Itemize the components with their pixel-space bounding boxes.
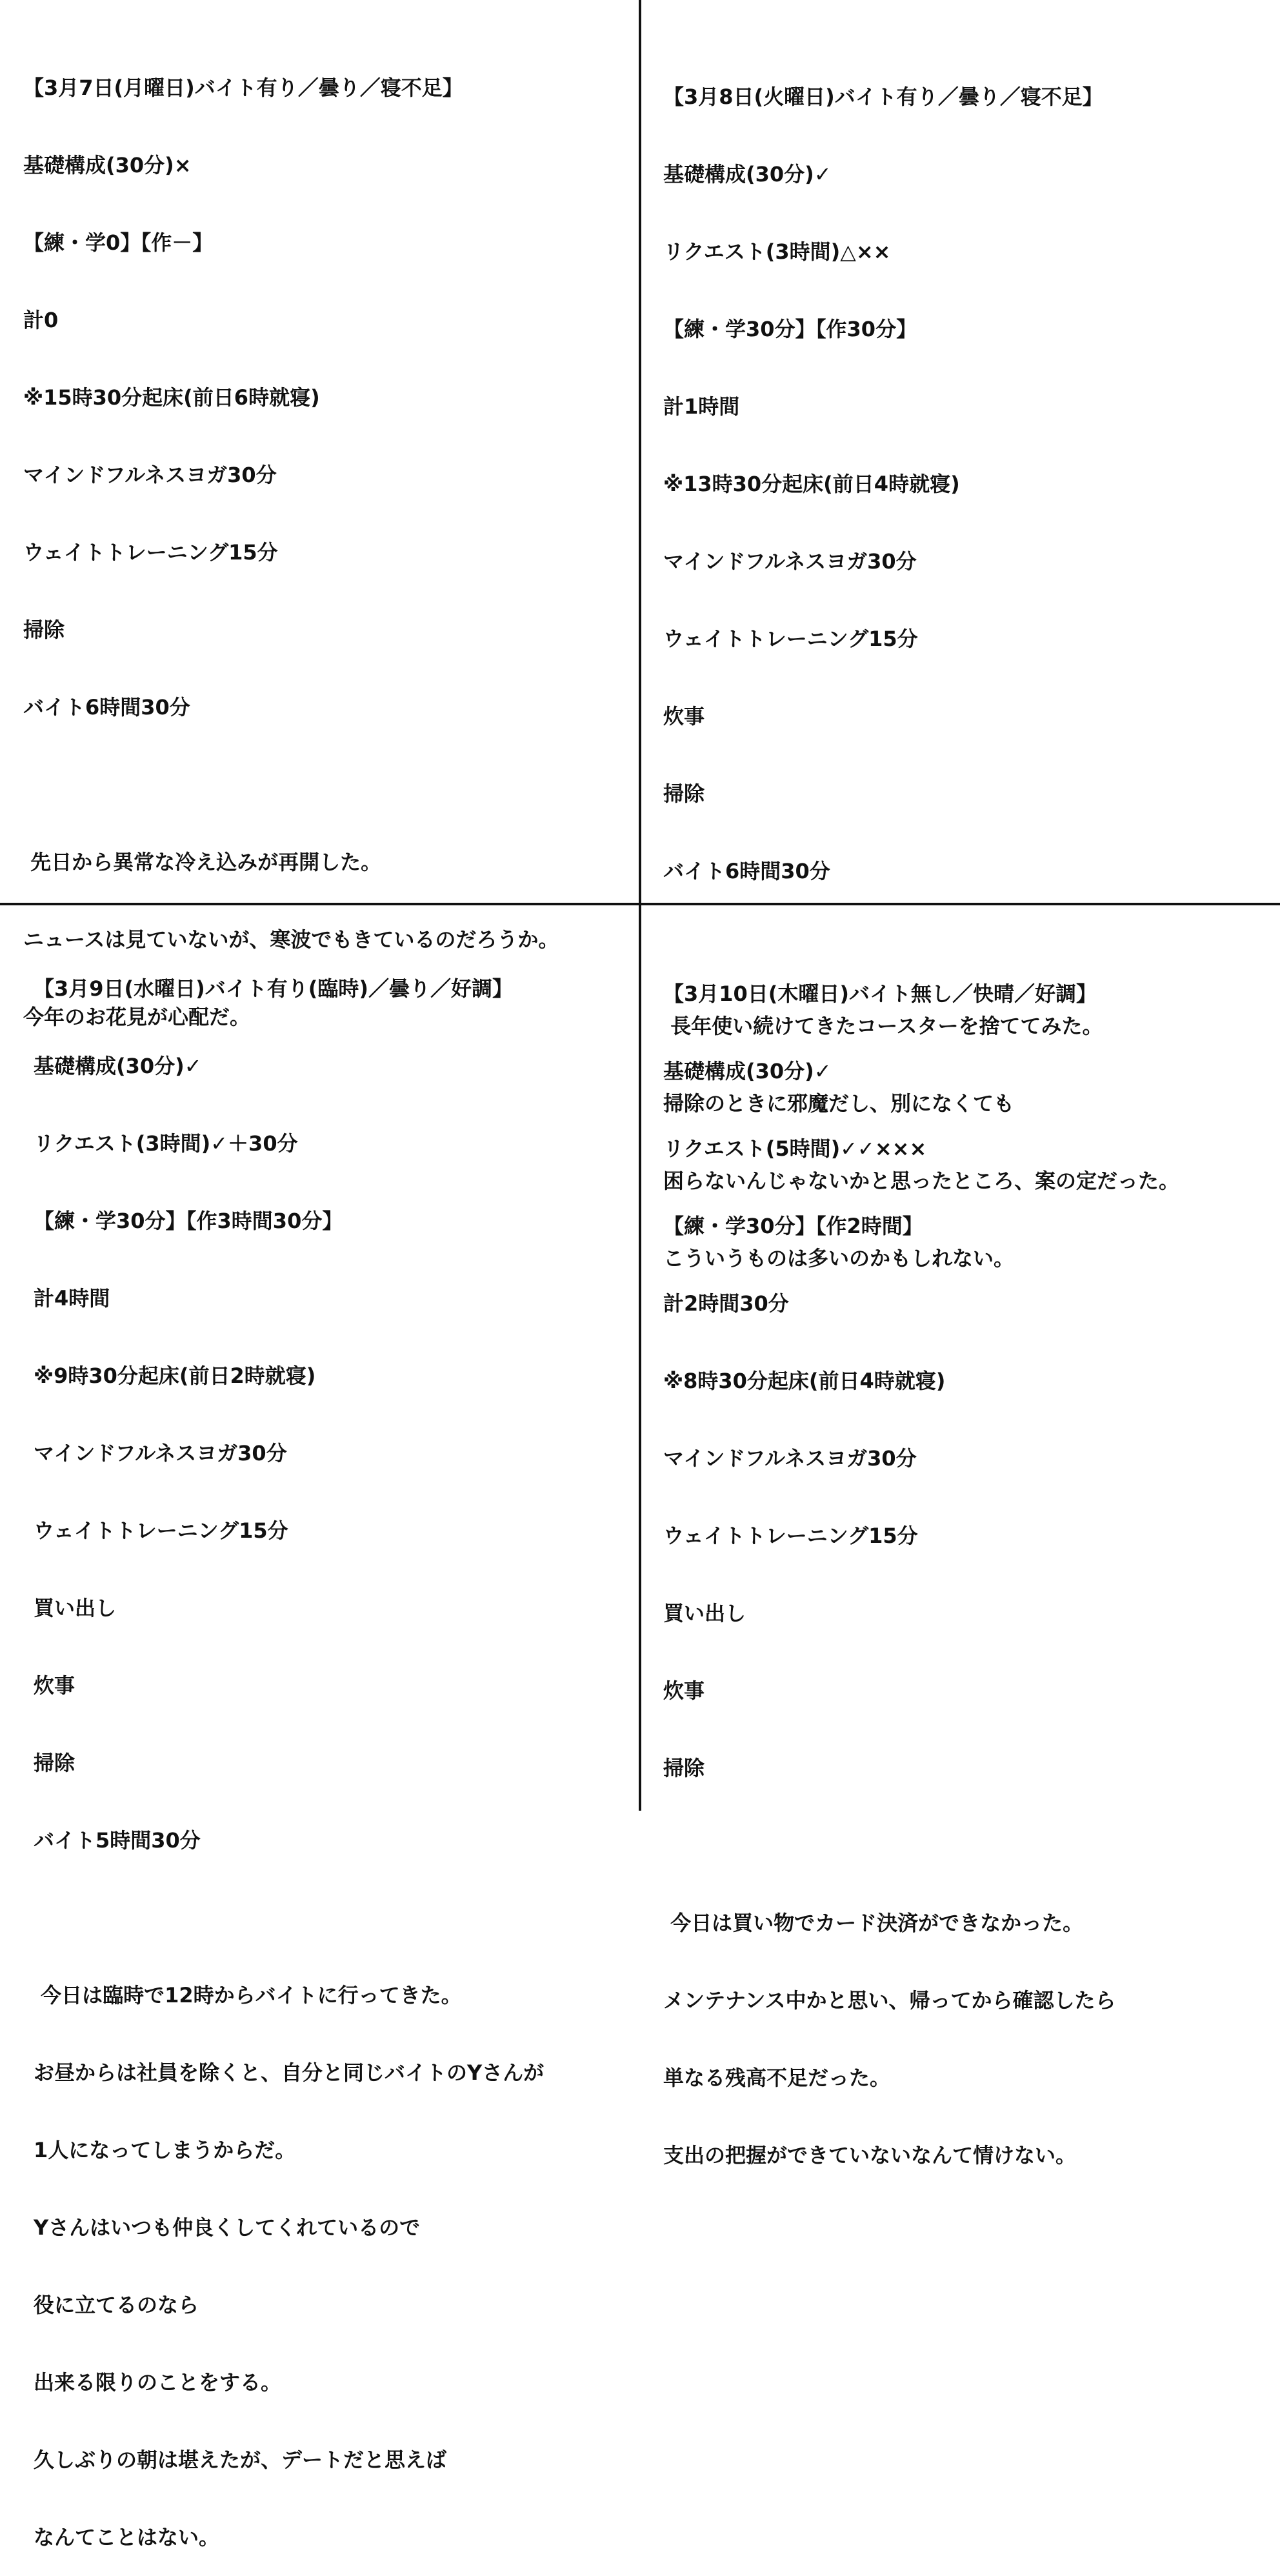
log-line: 買い出し: [34, 1596, 117, 1620]
log-line: マインドフルネスヨガ30分: [663, 549, 917, 574]
paragraph-gap: [23, 772, 559, 798]
log-line: 基礎構成(30分)✓: [663, 1059, 832, 1083]
diary-line: 掃除のときに邪魔だし、別になくても: [663, 1091, 1015, 1116]
diary-line: なんてことはない。: [34, 2525, 220, 2550]
log-line: 計0: [23, 308, 59, 332]
diary-line: 単なる残高不足だった。: [663, 2066, 891, 2090]
log-line: 掃除: [23, 618, 65, 642]
log-line: ウェイトトレーニング15分: [663, 1524, 918, 1548]
diary-line: メンテナンス中かと思い、帰ってから確認したら: [663, 1988, 1116, 2013]
paragraph-gap: [34, 1905, 544, 1931]
diary-entry-mar-9: [34, 924, 544, 2576]
diary-line: 今日は買い物でカード決済ができなかった。: [663, 1911, 1084, 1935]
log-line: 【練・学0】【作－】: [23, 230, 214, 255]
log-line: リクエスト(3時間)△××: [663, 239, 891, 264]
log-line: ウェイトトレーニング15分: [34, 1518, 288, 1543]
diary-line: こういうものは多いのかもしれない。: [663, 1246, 1015, 1271]
diary-line: 役に立てるのなら: [34, 2293, 199, 2317]
diary-line: 長年使い続けてきたコースターを捨ててみた。: [663, 1014, 1103, 1038]
log-line: 計2時間30分: [663, 1291, 789, 1316]
diary-line: Yさんはいつも仲良くしてくれているので: [34, 2215, 421, 2240]
entry-header: 【3月7日(月曜日)バイト有り／曇り／寝不足】: [23, 75, 463, 100]
entry-header: 【3月10日(木曜日)バイト無し／快晴／好調】: [663, 981, 1097, 1006]
entry-header: 【3月9日(水曜日)バイト有り(臨時)／曇り／好調】: [34, 976, 514, 1001]
log-line: 【練・学30分】【作2時間】: [663, 1214, 923, 1238]
diary-line: 出来る限りのことをする。: [34, 2370, 282, 2395]
log-line: 炊事: [663, 704, 705, 729]
diary-line: 先日から異常な冷え込みが再開した。: [23, 850, 382, 874]
log-line: ※8時30分起床(前日4時就寝): [663, 1369, 946, 1393]
log-line: 掃除: [34, 1751, 75, 1775]
diary-line: ニュースは見ていないが、寒波でもきているのだろうか。: [23, 927, 559, 952]
log-line: 基礎構成(30分)✓: [34, 1054, 202, 1078]
log-line: マインドフルネスヨガ30分: [663, 1446, 917, 1471]
log-line: 掃除: [663, 781, 705, 806]
diary-entry-mar-7: [23, 23, 559, 1056]
log-line: 基礎構成(30分)×: [23, 153, 192, 177]
log-line: ※15時30分起床(前日6時就寝): [23, 385, 320, 410]
log-line: ウェイトトレーニング15分: [23, 540, 278, 565]
diary-line: お昼からは社員を除くと、自分と同じバイトのYさんが: [34, 2060, 545, 2085]
log-line: 掃除: [663, 1756, 705, 1780]
log-line: リクエスト(3時間)✓＋30分: [34, 1131, 298, 1156]
log-line: 計1時間: [663, 394, 740, 419]
diary-line: 困らないんじゃないかと思ったところ、案の定だった。: [663, 1169, 1180, 1193]
log-line: 炊事: [663, 1678, 705, 1703]
diary-line: 支出の把握ができていないなんて情けない。: [663, 2143, 1077, 2168]
log-line: マインドフルネスヨガ30分: [23, 463, 277, 487]
diary-line: 1人になってしまうからだ。: [34, 2138, 296, 2162]
log-line: バイト6時間30分: [23, 695, 190, 719]
diary-line: 久しぶりの朝は堪えたが、デートだと思えば: [34, 2448, 447, 2472]
diary-line: 今年のお花見が心配だ。: [23, 1005, 251, 1029]
paragraph-gap: [663, 1833, 1115, 1858]
log-line: ※13時30分起床(前日4時就寝): [663, 472, 960, 496]
diary-entry-mar-10: [663, 929, 1115, 2194]
log-line: ウェイトトレーニング15分: [663, 627, 918, 651]
log-line: 炊事: [34, 1673, 75, 1698]
log-line: マインドフルネスヨガ30分: [34, 1441, 287, 1465]
log-line: バイト6時間30分: [663, 859, 830, 883]
vertical-divider: [639, 0, 641, 1811]
log-line: ※9時30分起床(前日2時就寝): [34, 1363, 316, 1388]
entry-header: 【3月8日(火曜日)バイト有り／曇り／寝不足】: [663, 85, 1103, 109]
diary-line: 今日は臨時で12時からバイトに行ってきた。: [34, 1983, 462, 2007]
log-line: 【練・学30分】【作3時間30分】: [34, 1209, 343, 1233]
log-line: 買い出し: [663, 1601, 746, 1625]
log-line: 基礎構成(30分)✓: [663, 162, 832, 186]
log-line: リクエスト(5時間)✓✓×××: [663, 1136, 927, 1161]
log-line: 計4時間: [34, 1286, 110, 1311]
log-line: 【練・学30分】【作30分】: [663, 317, 917, 341]
log-line: バイト5時間30分: [34, 1828, 201, 1853]
